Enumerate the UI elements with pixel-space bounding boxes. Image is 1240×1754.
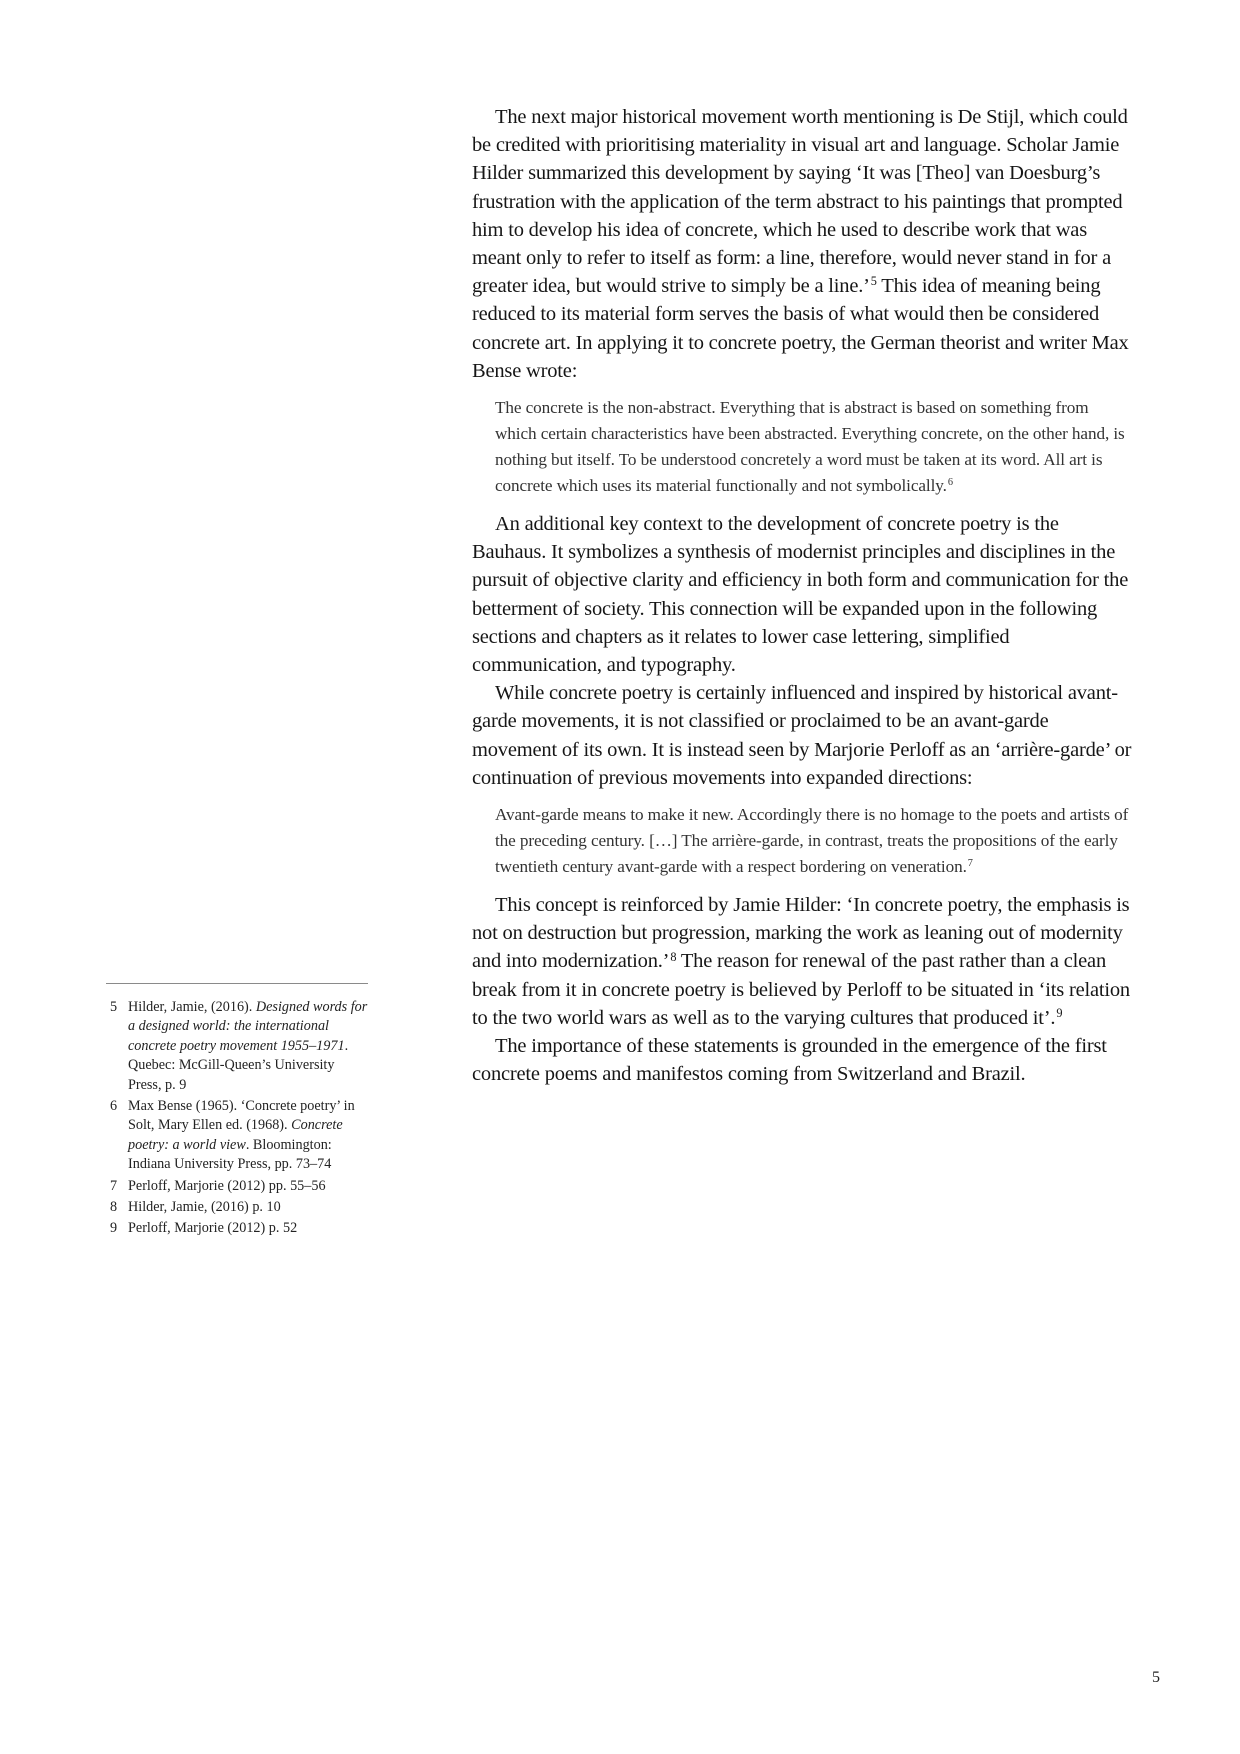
footnote-9 <box>106 1219 368 1238</box>
paragraph-avant-garde <box>472 679 1134 792</box>
footnotes-section <box>106 983 368 1241</box>
footnote-number: 8 <box>110 1199 118 1216</box>
footnote-ref-9[interactable]: 9 <box>1056 1006 1063 1021</box>
footnote-text: Perloff, Marjorie (2012) p. 52 <box>128 1220 298 1237</box>
blockquote-bense <box>495 395 1134 499</box>
footnote-citation: Hilder, Jamie, (2016). <box>128 999 256 1015</box>
footnote-publisher: . Quebec: McGill-Queen’s University Press, p. 9 <box>128 1037 349 1093</box>
footnote-text <box>128 998 368 1095</box>
paragraph-text: While concrete poetry is certainly influenced and inspired by historical avant-garde movements, it is not classified or proclaimed to be an avant-garde movement of its own. It is instead seen by Marjorie Perloff as an ‘arrière-garde’ or continuation of previous movements into expanded directions: <box>472 682 1132 789</box>
footnote-number: 9 <box>110 1220 118 1237</box>
footnote-ref-8[interactable]: 8 <box>670 949 677 964</box>
footnote-ref-6[interactable]: 6 <box>947 477 953 489</box>
footnote-title: Designed words for a designed world: the international concrete poetry movement 1955–1971 <box>128 999 368 1054</box>
footnote-5 <box>106 998 368 1095</box>
paragraph-text: The reason for renewal of the past rather than a clean break from it in concrete poetry is believed by Perloff to be situated in ‘its relation to the two world wars as well as to the varying cultures that produced it’. <box>472 950 1130 1029</box>
paragraph-text: The next major historical movement worth mentioning is De Stijl, which could be credited with prioritising materiality in visual art and language. Scholar Jamie Hilder summarized this development by saying ‘It was [Theo] van Doesburg’s frustration with the application of the term abstract to his paintings that prompted him to develop his idea of concrete, which he used to describe work that was meant only to refer to itself as form: a line, therefore, would never stand in for a greater idea, but would strive to simply be a line.’ <box>472 106 1128 298</box>
paragraph-hilder-concept <box>472 891 1134 1032</box>
footnote-ref-5[interactable]: 5 <box>870 274 877 289</box>
footnote-text <box>128 1097 368 1175</box>
quote-text: The concrete is the non-abstract. Everything that is abstract is based on something from which certain characteristics have been abstracted. Everything concrete, on the other hand, is nothing but itself. To be understood concretely a word must be taken at its word. All art is concrete which uses its material functionally and not symbolically. <box>495 398 1125 496</box>
footnote-divider <box>106 983 368 984</box>
paragraph-bauhaus <box>472 510 1134 679</box>
quote-text: Avant-garde means to make it new. Accordingly there is no homage to the poets and artists of the preceding century. […] The arrière-garde, in contrast, treats the propositions of the early twentieth century avant-garde with a respect bordering on veneration. <box>495 805 1129 877</box>
footnote-number: 5 <box>110 999 118 1015</box>
paragraph-text: The importance of these statements is grounded in the emergence of the first concrete poems and manifestos coming from Switzerland and Brazil. <box>472 1035 1107 1086</box>
footnote-citation: Max Bense (1965). ‘Concrete poetry’ in Solt, Mary Ellen ed. (1968). <box>128 1098 355 1134</box>
footnote-6 <box>106 1097 368 1175</box>
footnote-text: Perloff, Marjorie (2012) pp. 55–56 <box>128 1177 326 1194</box>
footnote-text: Hilder, Jamie, (2016) p. 10 <box>128 1199 281 1216</box>
page-number: 5 <box>1152 1669 1160 1686</box>
paragraph-de-stijl <box>472 103 1134 385</box>
footnote-8 <box>106 1198 368 1217</box>
paragraph-importance <box>472 1032 1134 1088</box>
paragraph-text: This concept is reinforced by Jamie Hilder: ‘In concrete poetry, the emphasis is not on destruction but progression, marking the work as leaning out of modernity and into modernization.’ <box>472 894 1130 973</box>
footnote-publisher: . Bloomington: Indiana University Press, pp. 73–74 <box>128 1136 332 1173</box>
footnote-ref-7[interactable]: 7 <box>967 858 973 870</box>
footnote-number: 6 <box>110 1098 118 1115</box>
footnote-title: Concrete poetry: a world view <box>128 1117 343 1153</box>
paragraph-text: An additional key context to the development of concrete poetry is the Bauhaus. It symbolizes a synthesis of modernist principles and disciplines in the pursuit of objective clarity and efficiency in both form and communication for the betterment of society. This connection will be expanded upon in the following sections and chapters as it relates to lower case lettering, simplified communication, and typography. <box>472 513 1129 677</box>
blockquote-perloff <box>495 802 1134 880</box>
paragraph-text: This idea of meaning being reduced to its material form serves the basis of what would then be considered concrete art. In applying it to concrete poetry, the German theorist and writer Max Bense wrote: <box>472 275 1129 382</box>
footnote-number: 7 <box>110 1177 118 1194</box>
footnote-7 <box>106 1177 368 1196</box>
main-text-column <box>472 103 1134 1088</box>
